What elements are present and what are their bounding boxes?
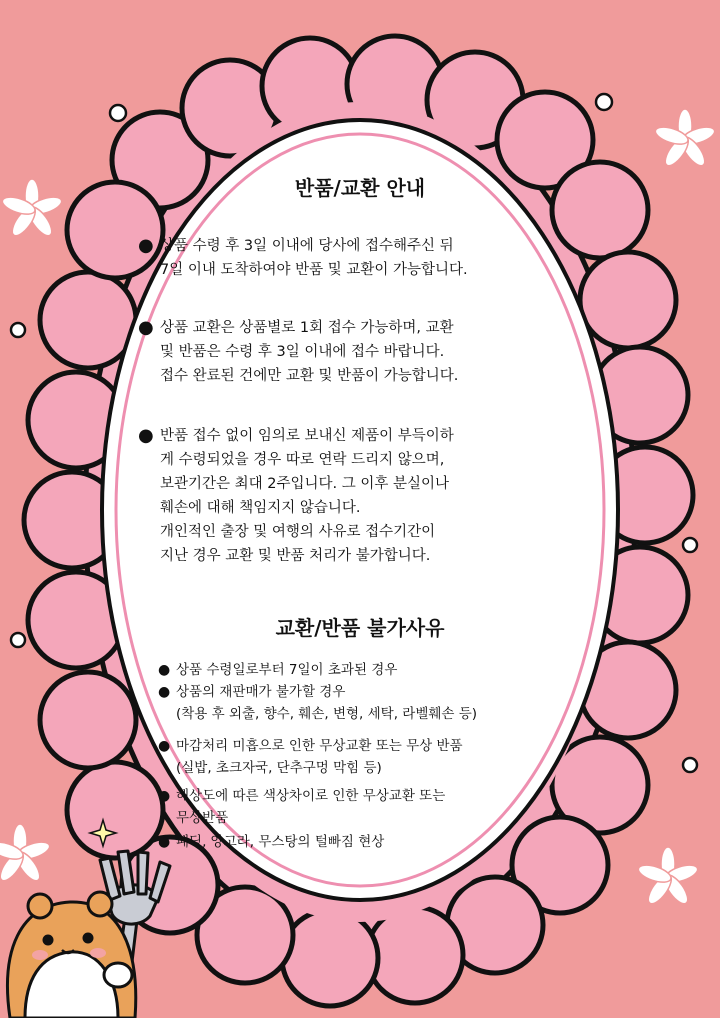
reason-item-line: 마감처리 미흡으로 인한 무상교환 또는 무상 반품 (176, 738, 463, 754)
bullet-icon: ● (158, 684, 171, 700)
guide-item-line: 반품 접수 없이 임의로 보내신 제품이 부득이하 (160, 428, 454, 444)
guide-item-line: 상품 수령 후 3일 이내에 당사에 접수해주신 뒤 (160, 238, 454, 254)
guide-item-line: 개인적인 출장 및 여행의 사유로 접수기간이 (160, 524, 436, 540)
guide-item-line: 보관기간은 최대 2주입니다. 그 이후 분실이나 (160, 476, 450, 492)
reason-item (158, 682, 478, 725)
bullet-icon: ● (158, 834, 171, 850)
reason-item-line: 상품의 재판매가 불가할 경우 (176, 684, 346, 700)
bullet-icon: ● (138, 317, 154, 338)
reason-item-line: (착용 후 외출, 향수, 훼손, 변형, 세탁, 라벨훼손 등) (176, 705, 478, 722)
guide-item (138, 316, 459, 388)
reason-item (158, 736, 463, 779)
guide-item-line: 7일 이내 도착하여야 반품 및 교환이 가능합니다. (160, 262, 468, 278)
reason-item (158, 660, 398, 682)
bullet-icon: ● (158, 738, 171, 754)
reason-item-line: 상품 수령일로부터 7일이 초과된 경우 (176, 662, 398, 678)
bullet-icon: ● (138, 425, 154, 446)
bullet-icon: ● (158, 788, 171, 804)
guide-item (138, 424, 454, 568)
guide-item-line: 게 수령되었을 경우 따로 연락 드리지 않으며, (160, 452, 445, 468)
reason-item (158, 786, 446, 829)
guide-item-line: 지난 경우 교환 및 반품 처리가 불가합니다. (160, 548, 431, 564)
reason-item (158, 832, 385, 854)
reason-item-line: 해상도에 따른 색상차이로 인한 무상교환 또는 (176, 788, 446, 804)
bullet-icon: ● (158, 662, 171, 678)
reason-item-line: 무상반품 (176, 809, 229, 826)
bullet-icon: ● (138, 235, 154, 256)
guide-item-line: 훼손에 대해 책임지지 않습니다. (160, 500, 361, 516)
guide-item-line: 접수 완료된 건에만 교환 및 반품이 가능합니다. (160, 368, 459, 384)
reason-item-line: 패딩, 앙고라, 무스탕의 털빠짐 현상 (176, 834, 385, 850)
guide-item-line: 상품 교환은 상품별로 1회 접수 가능하며, 교환 (160, 320, 454, 336)
guide-item-line: 및 반품은 수령 후 3일 이내에 접수 바랍니다. (160, 344, 445, 360)
return-exchange-guide-title: 반품/교환 안내 (294, 176, 426, 200)
guide-item (138, 234, 468, 282)
reason-item-line: (실밥, 초크자국, 단추구멍 막힘 등) (176, 759, 382, 776)
non-returnable-reasons-title: 교환/반품 불가사유 (275, 616, 445, 640)
